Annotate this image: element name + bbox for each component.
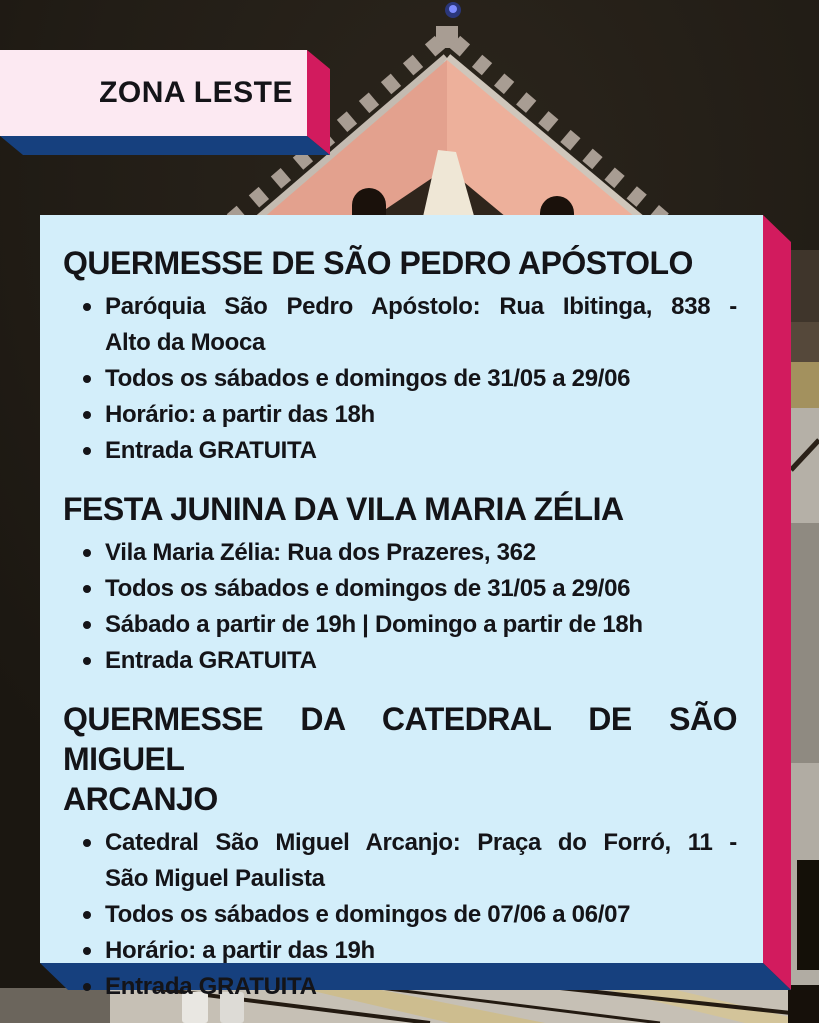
bullet-dot xyxy=(83,983,91,991)
event-detail-line: Horário: a partir das 19h xyxy=(105,937,375,964)
event-detail-item xyxy=(63,289,737,361)
bullet-dot xyxy=(83,303,91,311)
event-title-line: QUERMESSE DE SÃO PEDRO APÓSTOLO xyxy=(63,245,693,281)
bullet-dot xyxy=(83,911,91,919)
bullet-dot xyxy=(83,839,91,847)
event-detail-item xyxy=(63,535,737,571)
right-building-sliver xyxy=(791,250,819,988)
event-detail-line: Catedral São Miguel Arcanjo: Praça do Forró, 11 - xyxy=(105,829,737,856)
event-detail-item xyxy=(63,643,737,679)
event-detail-line: Entrada GRATUITA xyxy=(105,973,317,1000)
bullet-dot xyxy=(83,447,91,455)
event-section xyxy=(63,243,737,469)
event-title xyxy=(63,489,737,529)
event-detail-line: São Miguel Paulista xyxy=(105,865,325,892)
event-detail-item xyxy=(63,825,737,897)
event-title xyxy=(63,699,737,819)
zone-banner xyxy=(0,50,307,136)
event-detail-item xyxy=(63,433,737,469)
zone-banner-bottom-face xyxy=(0,136,330,155)
bullet-dot xyxy=(83,375,91,383)
event-card xyxy=(40,215,763,1000)
card-content xyxy=(63,243,737,1005)
event-detail-line: Entrada GRATUITA xyxy=(105,437,317,464)
bullet-dot xyxy=(83,657,91,665)
event-detail-line: Entrada GRATUITA xyxy=(105,647,317,674)
event-detail-item xyxy=(63,933,737,969)
event-detail-line: Todos os sábados e domingos de 07/06 a 06/07 xyxy=(105,901,631,928)
event-title-line: ARCANJO xyxy=(63,781,218,817)
event-detail-line: Paróquia São Pedro Apóstolo: Rua Ibitinga, 838 - xyxy=(105,293,737,320)
event-detail-item xyxy=(63,607,737,643)
event-section xyxy=(63,489,737,679)
event-detail-item xyxy=(63,571,737,607)
event-title-line: FESTA JUNINA DA VILA MARIA ZÉLIA xyxy=(63,491,624,527)
event-details-list xyxy=(63,825,737,1005)
event-details-list xyxy=(63,535,737,679)
event-detail-line: Horário: a partir das 18h xyxy=(105,401,375,428)
tower-beacon-light xyxy=(445,2,461,18)
bullet-dot xyxy=(83,411,91,419)
zone-banner-label: ZONA LESTE xyxy=(99,76,293,109)
event-section xyxy=(63,699,737,1005)
bullet-dot xyxy=(83,585,91,593)
event-detail-line: Sábado a partir de 19h | Domingo a partir de 18h xyxy=(105,611,643,638)
event-detail-line: Todos os sábados e domingos de 31/05 a 29/06 xyxy=(105,365,631,392)
bullet-dot xyxy=(83,621,91,629)
bullet-dot xyxy=(83,947,91,955)
event-detail-item xyxy=(63,361,737,397)
event-detail-line: Vila Maria Zélia: Rua dos Prazeres, 362 xyxy=(105,539,536,566)
event-details-list xyxy=(63,289,737,469)
event-card-side-face xyxy=(763,215,791,990)
bullet-dot xyxy=(83,549,91,557)
event-detail-line: Alto da Mooca xyxy=(105,329,266,356)
event-detail-item xyxy=(63,969,737,1005)
event-detail-item xyxy=(63,897,737,933)
event-detail-line: Todos os sábados e domingos de 31/05 a 29/06 xyxy=(105,575,631,602)
event-title xyxy=(63,243,737,283)
event-title-line: QUERMESSE DA CATEDRAL DE SÃO MIGUEL xyxy=(63,701,737,777)
event-detail-item xyxy=(63,397,737,433)
